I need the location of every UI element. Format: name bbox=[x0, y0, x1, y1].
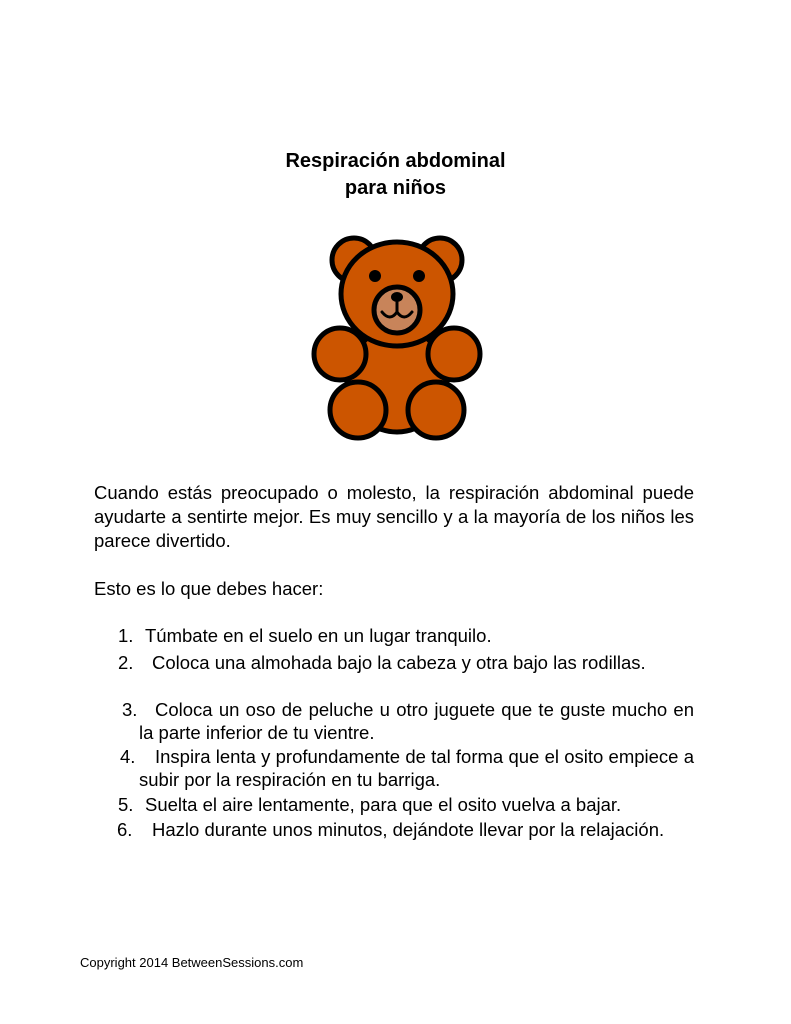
step-number: 2. bbox=[118, 652, 134, 673]
bear-eye-right bbox=[413, 270, 425, 282]
step-text: Coloca un oso de peluche u otro juguete que te guste mucho en la parte inferior de tu vientre. bbox=[139, 699, 694, 743]
step-number: 4. bbox=[120, 746, 136, 767]
step-text: Túmbate en el suelo en un lugar tranquilo. bbox=[145, 625, 492, 646]
step-6 bbox=[117, 818, 687, 841]
intro-paragraph: Cuando estás preocupado o molesto, la respiración abdominal puede ayudarte a sentirte mejor. Es muy sencillo y a la mayoría de los niños les parece divertido. bbox=[94, 482, 694, 551]
title-line-2: para niños bbox=[344, 177, 447, 199]
step-text: Suelta el aire lentamente, para que el osito vuelva a bajar. bbox=[145, 794, 622, 815]
step-5 bbox=[118, 793, 695, 816]
bear-eye-left bbox=[369, 270, 381, 282]
step-4 bbox=[120, 745, 694, 791]
title-line-1: Respiración abdominal bbox=[285, 150, 506, 172]
step-number: 3. bbox=[122, 699, 138, 720]
bear-arm-left bbox=[314, 328, 366, 380]
step-number: 5. bbox=[118, 794, 134, 815]
copyright-footer: Copyright 2014 BetweenSessions.com bbox=[80, 955, 304, 970]
bear-leg-left bbox=[330, 382, 386, 438]
bear-arm-right bbox=[428, 328, 480, 380]
step-2 bbox=[118, 651, 689, 674]
instructions-lead: Esto es lo que debes hacer: bbox=[94, 578, 324, 599]
step-number: 1. bbox=[118, 625, 134, 646]
step-text: Hazlo durante unos minutos, dejándote llevar por la relajación. bbox=[152, 819, 665, 840]
step-3 bbox=[122, 698, 694, 744]
bear-leg-right bbox=[408, 382, 464, 438]
step-1 bbox=[118, 624, 695, 647]
step-text: Coloca una almohada bajo la cabeza y otra bajo las rodillas. bbox=[152, 652, 646, 673]
page-title bbox=[0, 148, 791, 202]
step-number: 6. bbox=[117, 819, 133, 840]
teddy-bear-icon bbox=[310, 232, 484, 444]
step-text: Inspira lenta y profundamente de tal forma que el osito empiece a subir por la respiración en tu barriga. bbox=[139, 746, 694, 790]
